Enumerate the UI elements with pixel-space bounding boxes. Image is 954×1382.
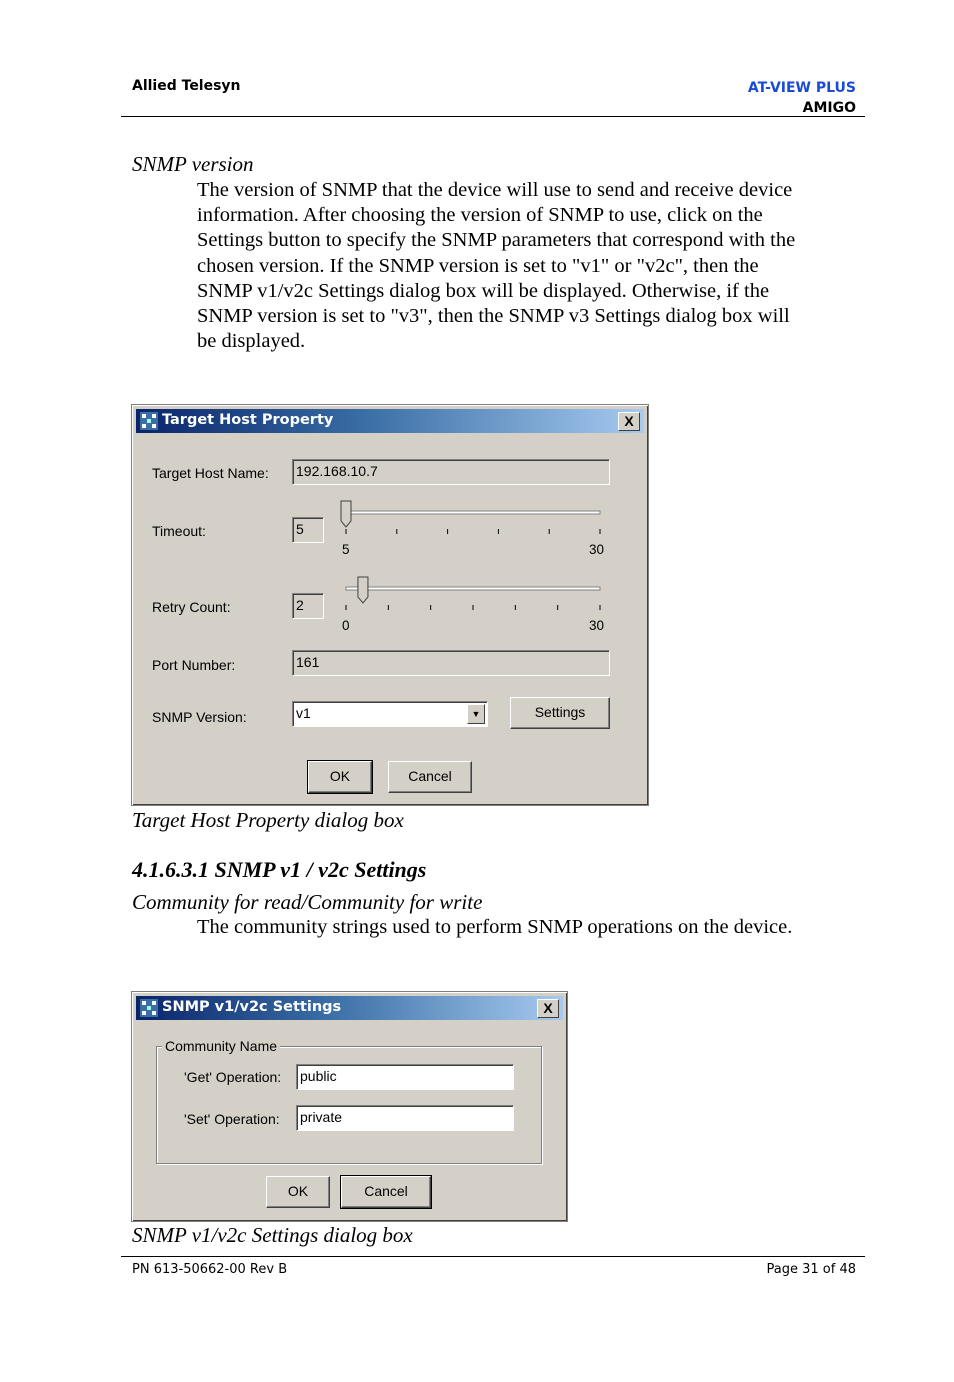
dialog-titlebar[interactable] — [136, 409, 644, 433]
snmp-version-label: SNMP Version: — [152, 709, 247, 725]
set-operation-field[interactable]: private — [296, 1105, 514, 1131]
desc-line: be displayed. — [197, 330, 306, 353]
desc-line: SNMP v1/v2c Settings dialog box will be displayed. Otherwise, if the — [197, 279, 770, 302]
dialog-title: SNMP v1/v2c Settings — [162, 999, 342, 1015]
set-operation-label: 'Set' Operation: — [184, 1111, 280, 1127]
target-host-name-label: Target Host Name: — [152, 465, 269, 481]
community-name-group-label: Community Name — [162, 1038, 280, 1054]
dialog-title: Target Host Property — [162, 412, 334, 428]
header-product — [748, 78, 856, 118]
close-icon[interactable]: X — [537, 999, 559, 1018]
community-description: The community strings used to perform SNMP operations on the device. — [197, 916, 793, 938]
cancel-button[interactable]: Cancel — [388, 761, 472, 793]
footer-page-number: Page 31 of 48 — [766, 1262, 856, 1277]
term-snmp-version: SNMP version — [132, 152, 254, 176]
timeout-min-label: 5 — [342, 542, 350, 557]
header-company: Allied Telesyn — [132, 78, 241, 94]
retry-min-label: 0 — [342, 618, 350, 633]
get-operation-label: 'Get' Operation: — [184, 1069, 282, 1085]
header-product-line1: AT-VIEW PLUS — [747, 80, 856, 96]
desc-line: chosen version. If the SNMP version is set to "v1" or "v2c", then the — [197, 254, 759, 277]
ok-button[interactable]: OK — [266, 1176, 330, 1208]
footer-rule — [121, 1256, 865, 1257]
close-icon[interactable]: X — [618, 412, 640, 431]
header-product-line2: AMIGO — [802, 100, 856, 116]
retry-slider-track[interactable] — [346, 587, 600, 590]
snmp-version-description — [197, 178, 857, 354]
caption-target-host: Target Host Property dialog box — [132, 808, 404, 832]
network-app-icon — [140, 999, 158, 1017]
network-app-icon — [140, 412, 158, 430]
timeout-slider[interactable] — [334, 497, 614, 541]
section-heading: 4.1.6.3.1 SNMP v1 / v2c Settings — [132, 857, 427, 882]
snmp-version-selected: v1 — [296, 705, 311, 721]
dialog-titlebar[interactable] — [136, 996, 563, 1020]
retry-max-label: 30 — [589, 618, 605, 633]
retry-count-label: Retry Count: — [152, 599, 231, 615]
desc-line: SNMP version is set to "v3", then the SNMP v3 Settings dialog box will — [197, 305, 790, 328]
retry-count-slider[interactable] — [334, 573, 614, 617]
caption-snmp-settings: SNMP v1/v2c Settings dialog box — [132, 1223, 413, 1247]
target-host-name-field[interactable]: 192.168.10.7 — [292, 459, 610, 485]
desc-line: The version of SNMP that the device will use to send and receive device — [197, 179, 793, 201]
timeout-value-field[interactable]: 5 — [292, 517, 324, 543]
port-number-label: Port Number: — [152, 657, 236, 673]
snmp-version-select[interactable] — [292, 701, 488, 727]
chevron-down-icon[interactable]: ▼ — [467, 704, 485, 724]
desc-line: information. After choosing the version of SNMP to use, click on the — [197, 204, 763, 227]
cancel-button[interactable]: Cancel — [341, 1176, 431, 1208]
timeout-slider-thumb[interactable] — [341, 501, 351, 527]
timeout-slider-track[interactable] — [346, 511, 600, 514]
retry-count-value-field[interactable]: 2 — [292, 593, 324, 619]
header-rule — [121, 116, 865, 117]
snmp-v1v2c-settings-dialog — [131, 991, 568, 1222]
ok-button[interactable]: OK — [308, 761, 372, 793]
desc-line: Settings button to specify the SNMP parameters that correspond with the — [197, 229, 796, 252]
timeout-max-label: 30 — [589, 542, 605, 557]
port-number-field[interactable]: 161 — [292, 650, 610, 676]
term-community: Community for read/Community for write — [132, 890, 483, 914]
target-host-property-dialog — [131, 404, 649, 806]
settings-button[interactable]: Settings — [510, 697, 610, 729]
get-operation-field[interactable]: public — [296, 1064, 514, 1090]
timeout-label: Timeout: — [152, 523, 206, 539]
retry-slider-thumb[interactable] — [358, 577, 368, 603]
footer-part-number: PN 613-50662-00 Rev B — [132, 1262, 288, 1277]
